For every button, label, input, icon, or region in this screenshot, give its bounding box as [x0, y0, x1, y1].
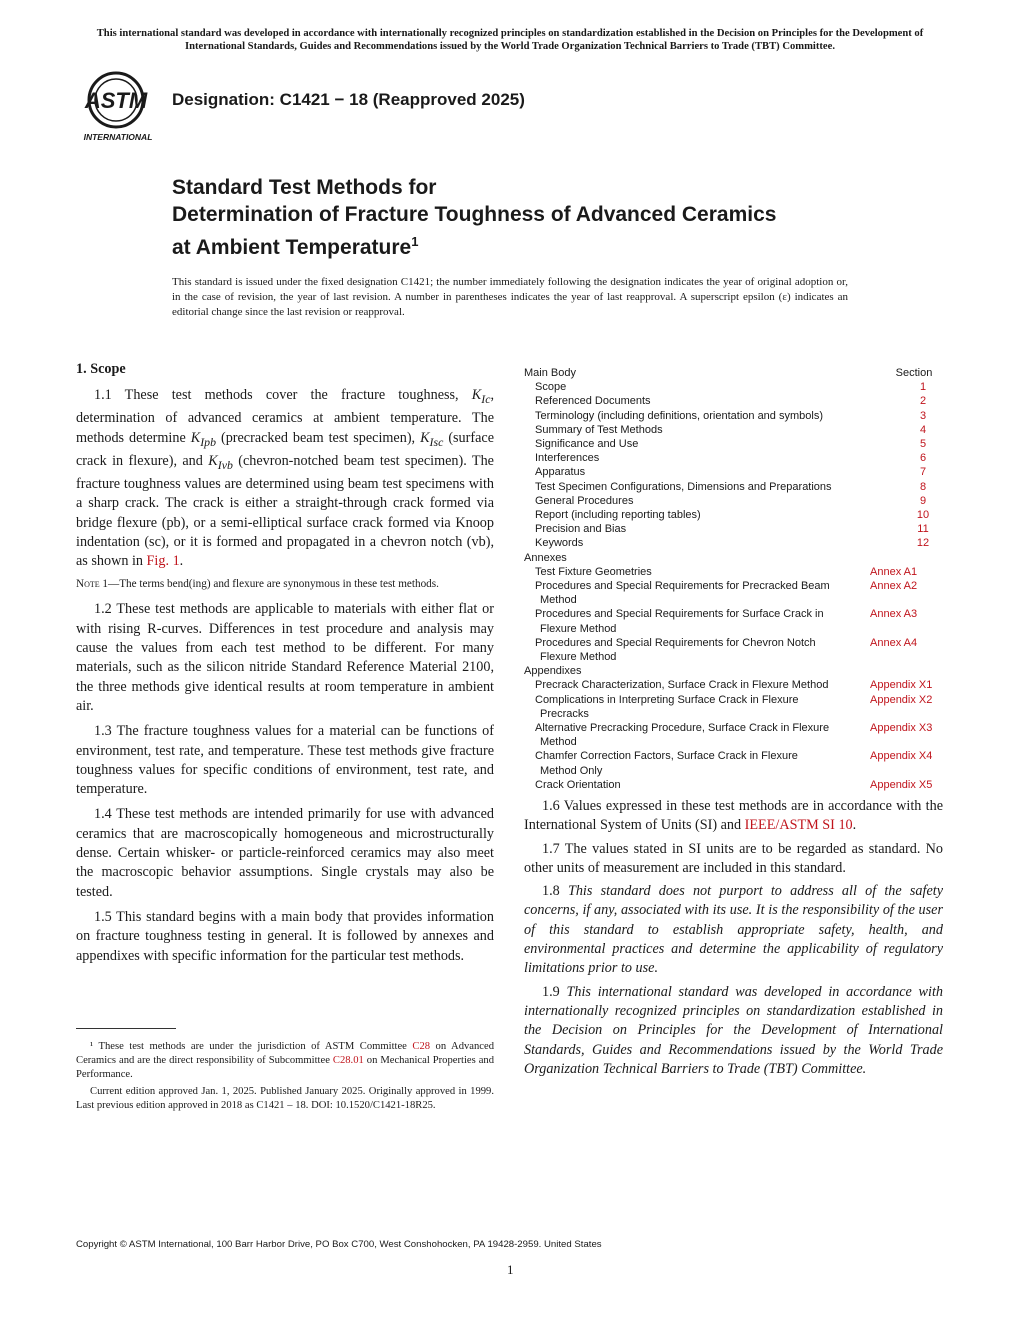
toc-item-label: Interferences: [535, 452, 600, 465]
toc-item-label: Procedures and Special Requirements for Precracked Beam: [535, 580, 830, 593]
toc-item-label-continued: Precracks: [540, 707, 589, 720]
toc-appendixes-label: Appendixes: [524, 665, 582, 678]
title-line-1: Standard Test Methods for: [172, 176, 437, 199]
astm-logo: [74, 70, 162, 144]
scope-section: [76, 360, 494, 972]
paragraph-1-6: 1.6 Values expressed in these test methods are in accordance with the International System of Units (SI) and IEEE/ASTM SI 10.: [524, 798, 943, 834]
toc-item-label: Scope: [535, 381, 567, 394]
toc-item-section-link[interactable]: Annex A4: [870, 636, 918, 649]
scope-continued: [524, 797, 943, 1083]
toc-appendixes-list: [524, 678, 944, 792]
note-label: Note 1: [76, 578, 109, 591]
toc-item-label-continued: Method: [540, 594, 577, 607]
toc-item-label: Test Specimen Configurations, Dimensions and Preparations: [535, 480, 832, 493]
paragraph-1-2: 1.2 These test methods are applicable to materials with either flat or with rising R-curves. Differences in test procedure and analysis may cause the values from each test method to be different. For many materials, such as the silicon nitride Standard Reference Material 2100, the three methods give identical results at room temperature in ambient air.: [76, 601, 494, 714]
toc-item[interactable]: [524, 678, 944, 692]
toc-item-section-link[interactable]: 3: [919, 409, 927, 422]
ieee-astm-si10-link[interactable]: IEEE/ASTM SI 10: [744, 817, 853, 834]
toc-item-label: Alternative Precracking Procedure, Surface Crack in Flexure: [535, 722, 830, 735]
paragraph-1-4: 1.4 These test methods are intended primarily for use with advanced ceramics that are macroscopically homogeneous and microstructurally dense. Certain whisker- or particle-reinforced ceramics may also meet the macroscopic behavior assumptions. Single crystals may also be tested.: [76, 806, 494, 900]
toc-item[interactable]: [524, 423, 944, 437]
toc-header: [524, 366, 944, 380]
title-line-2: Determination of Fracture Toughness of Advanced Ceramics: [172, 203, 777, 226]
toc-item[interactable]: [524, 480, 944, 494]
toc-item-label-continued: Flexure Method: [540, 622, 617, 635]
toc-item-label: Complications in Interpreting Surface Crack in Flexure: [535, 693, 799, 706]
document-title: [172, 174, 776, 261]
toc-item[interactable]: [524, 636, 944, 650]
toc-item-label-continued: Flexure Method: [540, 651, 617, 664]
toc-item-section-link[interactable]: 8: [919, 480, 927, 493]
page-number: 1: [507, 1262, 514, 1277]
toc-item-label: Referenced Documents: [535, 395, 651, 408]
toc-header-right: Section: [895, 367, 933, 379]
toc-item[interactable]: [524, 494, 944, 508]
toc-item-section-link[interactable]: 4: [919, 423, 927, 436]
toc-item-label: Summary of Test Methods: [535, 423, 663, 436]
toc-annexes-label: Annexes: [524, 551, 567, 564]
toc-item[interactable]: [524, 693, 944, 707]
toc-item-label: Apparatus: [535, 466, 586, 479]
paragraph-1-9: 1.9 This international standard was developed in accordance with internationally recognized principles on standardization established in the Decision on Principles for the Development of International Standards, Guides and Recommendations issued by the World Trade Organization Technical Barriers to Trade (TBT) Committee.: [524, 983, 943, 1077]
toc-item-section-link[interactable]: 2: [919, 395, 927, 408]
toc-annexes-list: [524, 565, 944, 664]
toc-item-label: Chamfer Correction Factors, Surface Crack in Flexure: [535, 750, 798, 763]
toc-item-label: Test Fixture Geometries: [535, 565, 652, 578]
toc-item-section-link[interactable]: Appendix X5: [870, 778, 933, 791]
designation: Designation: C1421 − 18 (Reapproved 2025): [172, 90, 525, 109]
toc-item[interactable]: [524, 565, 944, 579]
logo-text: ASTM: [84, 88, 148, 113]
toc-main-list: [524, 380, 944, 550]
title-footnote-ref[interactable]: 1: [411, 234, 419, 249]
subcommittee-c28-01-link[interactable]: C28.01: [332, 1055, 364, 1067]
copyright: Copyright © ASTM International, 100 Barr Harbor Drive, PO Box C700, West Conshohocken, PA 19428-2959. United States: [76, 1239, 602, 1250]
toc-item-section-link[interactable]: 11: [917, 523, 929, 536]
toc-item-section-link[interactable]: Annex A3: [870, 608, 918, 621]
paragraph-1-5: 1.5 This standard begins with a main body that provides information on fracture toughness testing in general. It is followed by annexes and appendixes with specific information for the particular test methods.: [76, 908, 494, 964]
table-of-contents: [524, 366, 944, 792]
toc-item[interactable]: [524, 437, 944, 451]
toc-item[interactable]: [524, 607, 944, 621]
toc-item[interactable]: [524, 508, 944, 522]
toc-item-section-link[interactable]: 7: [919, 466, 927, 479]
paragraph-1-3: 1.3 The fracture toughness values for a material can be functions of environment, test rate, and temperature. These test methods give fracture toughness values for specific conditions of environment, test rate, and temperature.: [76, 723, 494, 798]
toc-header-left: Main Body: [524, 367, 576, 379]
toc-item-label: Crack Orientation: [535, 778, 621, 791]
note-1: [76, 577, 494, 592]
toc-item[interactable]: [524, 465, 944, 479]
toc-item[interactable]: [524, 394, 944, 408]
toc-item-label: Precrack Characterization, Surface Crack in Flexure Method: [535, 679, 829, 692]
toc-item[interactable]: [524, 778, 944, 792]
toc-item[interactable]: [524, 721, 944, 735]
toc-item-section-link[interactable]: Annex A1: [870, 565, 918, 578]
footnotes: [76, 1040, 494, 1115]
toc-item-section-link[interactable]: 6: [919, 452, 927, 465]
toc-item[interactable]: [524, 749, 944, 763]
toc-item[interactable]: [524, 380, 944, 394]
toc-item-section-link[interactable]: Appendix X3: [870, 722, 933, 735]
toc-item-label-continued: Method Only: [540, 764, 603, 777]
toc-item-label: Procedures and Special Requirements for Chevron Notch: [535, 636, 816, 649]
toc-item[interactable]: [524, 522, 944, 536]
toc-item-section-link[interactable]: 12: [916, 537, 930, 550]
toc-item-section-link[interactable]: 5: [919, 438, 927, 451]
toc-item[interactable]: [524, 451, 944, 465]
title-line-3: [172, 228, 776, 261]
toc-item-label: Keywords: [535, 537, 584, 550]
issued-note: This standard is issued under the fixed designation C1421; the number immediately following the designation indicates the year of original adoption or, in the case of revision, the year of last revision. A number in parentheses indicates the year of last reapproval. A superscript epsilon (ε) indicates an editorial change since the last revision or reapproval.: [172, 276, 848, 318]
paragraph-1-1: 1.1 These test methods cover the fracture toughness, $K_{Ic}$, determination of advanced ceramics at ambient temperature. The methods determine $K_{Ipb}$ (precracked beam test specimen), $K_{Isc}$ (surface crack in flexure), and $K_{Ivb}$ (chevron-notched beam test specimen). The fracture toughness values are determined using beam test specimens with a sharp crack. The crack is either a straight-through crack formed via bridge flexure (pb), or a semi-elliptical surface crack formed via Knoop indentation (sc), or it is formed and propagated in a chevron notch (vb), as shown in Fig. 1.: [76, 387, 494, 570]
toc-item[interactable]: [524, 409, 944, 423]
astm-logo-icon: [74, 70, 162, 144]
footnote-divider: [76, 1028, 176, 1029]
toc-item-section-link[interactable]: 1: [919, 381, 927, 394]
scope-heading: 1. Scope: [76, 361, 126, 377]
toc-item-section-link[interactable]: Appendix X4: [870, 750, 933, 763]
logo-subtext: INTERNATIONAL: [83, 132, 153, 142]
toc-item-label: Significance and Use: [535, 438, 639, 451]
toc-item-label: General Procedures: [535, 494, 634, 507]
note-text: —The terms bend(ing) and flexure are synonymous in these test methods.: [108, 578, 439, 591]
toc-item-label: Terminology (including definitions, orientation and symbols): [535, 409, 823, 422]
toc-item[interactable]: [524, 579, 944, 593]
committee-c28-link[interactable]: C28: [412, 1041, 431, 1052]
toc-item-section-link[interactable]: Appendix X2: [870, 693, 933, 706]
toc-item-label: Report (including reporting tables): [535, 509, 701, 522]
toc-item-label: Procedures and Special Requirements for Surface Crack in: [535, 608, 824, 621]
toc-item-section-link[interactable]: Annex A2: [870, 580, 918, 593]
footnote-1: ¹ These test methods are under the jurisdiction of ASTM Committee C28 on Advanced Ceramics and are the direct responsibility of Subcommittee C28.01 on Mechanical Properties and Performance.: [76, 1041, 494, 1081]
toc-item-section-link[interactable]: Appendix X1: [870, 679, 933, 692]
fig-1-link[interactable]: Fig. 1: [146, 553, 180, 570]
toc-item-section-link[interactable]: 9: [919, 494, 927, 507]
paragraph-1-8: 1.8 This standard does not purport to address all of the safety concerns, if any, associated with its use. It is the responsibility of the user of this standard to establish appropriate safety, health, and environmental practices and determine the applicability of regulatory limitations prior to use.: [524, 883, 943, 977]
toc-item-label: Precision and Bias: [535, 523, 627, 536]
paragraph-1-7: 1.7 The values stated in SI units are to be regarded as standard. No other units of measurement are included in this standard.: [524, 840, 943, 876]
toc-item[interactable]: [524, 536, 944, 550]
footnote-edition: Current edition approved Jan. 1, 2025. Published January 2025. Originally approved in 1999. Last previous edition approved in 2018 as C1421 – 18. DOI: 10.1520/C1421-18R25.: [76, 1085, 494, 1111]
toc-item-section-link[interactable]: 10: [916, 509, 930, 522]
title-line-3-text: at Ambient Temperature: [172, 236, 412, 259]
top-notice: This international standard was developed in accordance with internationally recognized principles on standardization established in the Decision on Principles for the Development of International Standards, Guides and Recommendations issued by the World Trade Organization Technical Barriers to Trade (TBT) Committee.: [96, 28, 924, 52]
toc-item-label-continued: Method: [540, 736, 577, 749]
